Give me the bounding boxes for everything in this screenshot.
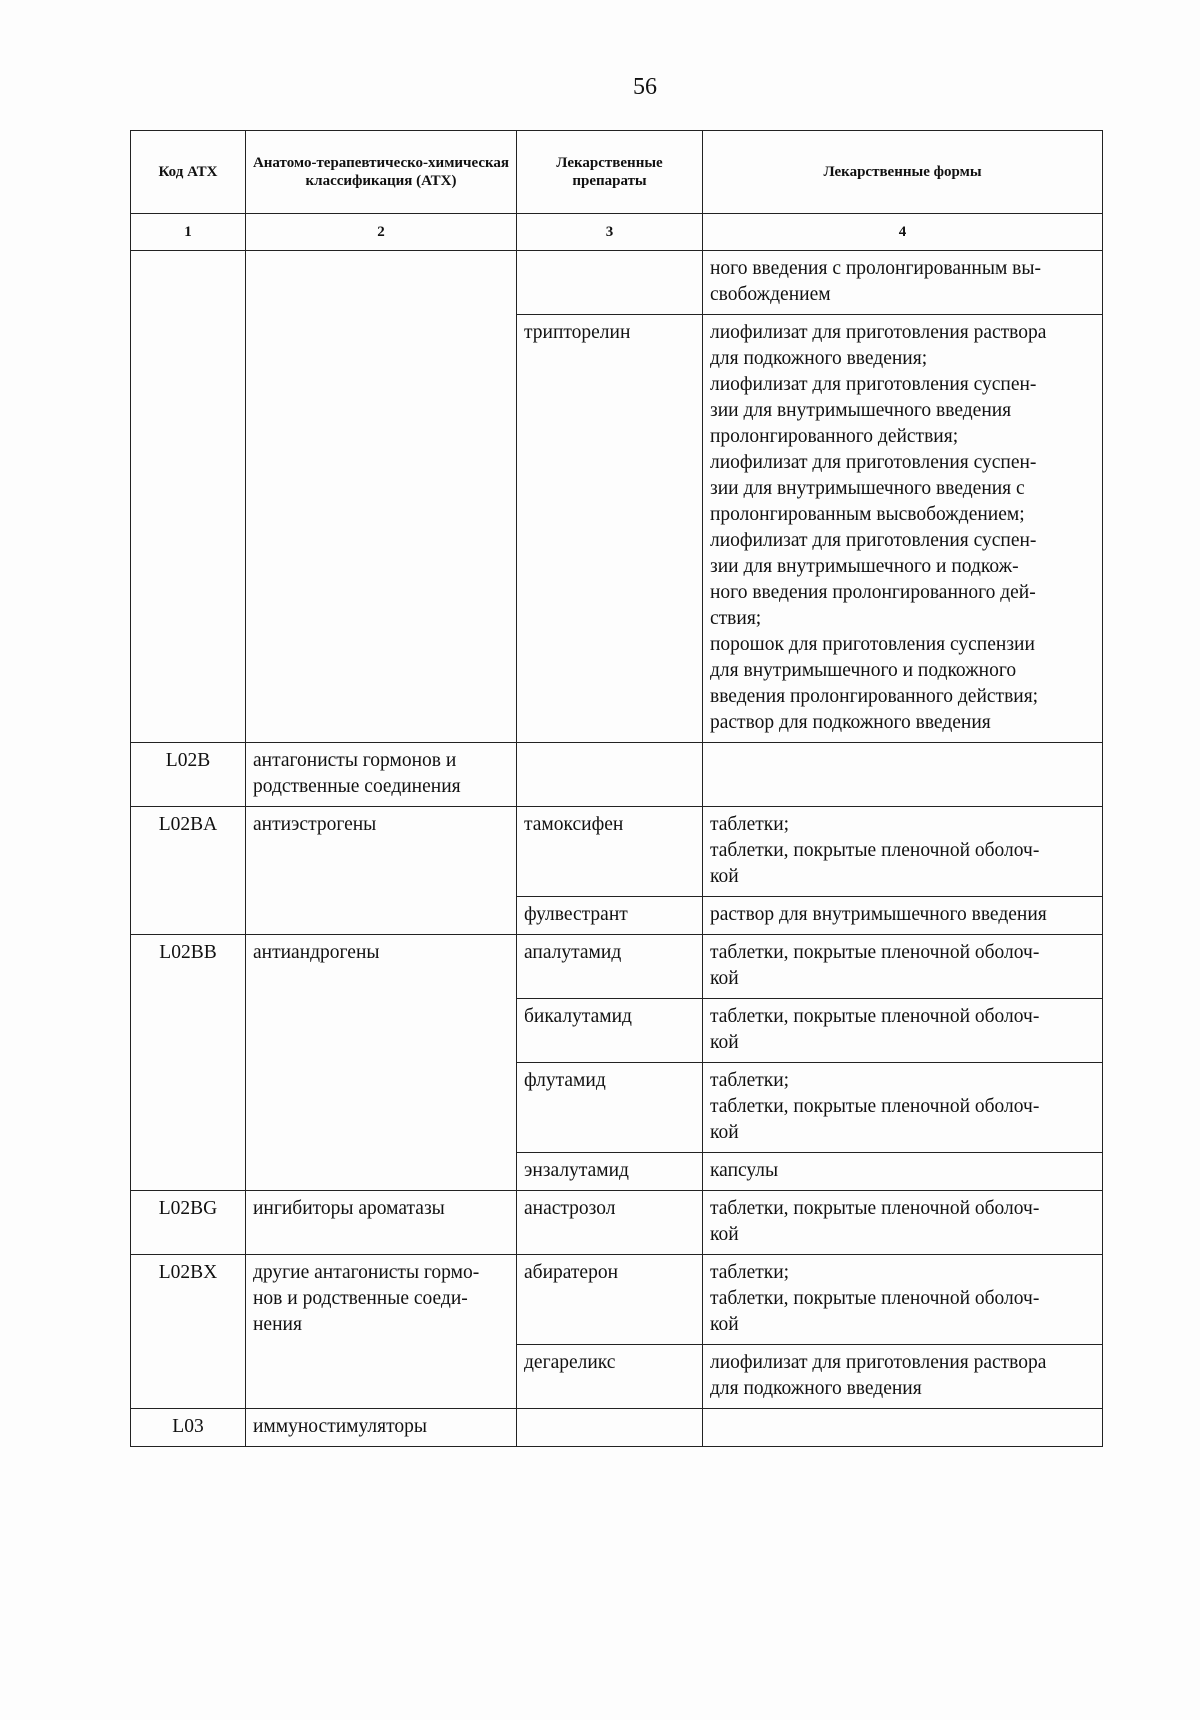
class-cell: ингибиторы ароматазы (246, 1191, 517, 1255)
drug-cell (517, 743, 703, 807)
class-line: антагонисты гормонов и (253, 750, 457, 771)
forms-line: таблетки; (710, 1262, 790, 1283)
forms-line: зии для внутримышечного введения с (710, 478, 1025, 499)
code-cell (131, 251, 246, 743)
class-line: другие антагонисты гормо- (253, 1262, 480, 1283)
class-line: нения (253, 1314, 302, 1335)
column-number: 1 (131, 214, 246, 251)
table-row (131, 251, 1103, 315)
page-number: 56 (633, 74, 657, 100)
forms-line: пролонгированного действия; (710, 426, 959, 447)
drug-cell: трипторелин (517, 315, 703, 743)
forms-line: кой (710, 1224, 739, 1245)
forms-line: лиофилизат для приготовления суспен- (710, 374, 1037, 395)
table-header-row (131, 131, 1103, 214)
forms-line: ного введения с пролонгированным вы- (710, 258, 1041, 279)
forms-cell (703, 1063, 1103, 1153)
forms-line: ного введения пролонгированного дей- (710, 582, 1036, 603)
forms-line: кой (710, 1314, 739, 1335)
class-cell: антиэстрогены (246, 807, 517, 935)
forms-cell (703, 251, 1103, 315)
forms-line: свобождением (710, 284, 831, 305)
forms-cell (703, 1153, 1103, 1191)
code-cell: L02BB (131, 935, 246, 1191)
forms-line: для подкожного введения (710, 1378, 922, 1399)
forms-line: лиофилизат для приготовления суспен- (710, 530, 1037, 551)
forms-line: таблетки, покрытые пленочной оболоч- (710, 1096, 1040, 1117)
forms-line: таблетки, покрытые пленочной оболоч- (710, 942, 1040, 963)
forms-line: кой (710, 866, 739, 887)
forms-line: зии для внутримышечного и подкож- (710, 556, 1019, 577)
forms-line: кой (710, 1122, 739, 1143)
forms-line: таблетки, покрытые пленочной оболоч- (710, 1288, 1040, 1309)
forms-cell (703, 807, 1103, 897)
forms-line: ствия; (710, 608, 762, 629)
forms-line: для подкожного введения; (710, 348, 928, 369)
forms-line: таблетки; (710, 1070, 790, 1091)
class-line: нов и родственные соеди- (253, 1288, 468, 1309)
code-cell: L02BX (131, 1255, 246, 1409)
forms-cell (703, 935, 1103, 999)
forms-line: лиофилизат для приготовления раствора (710, 322, 1047, 343)
atx-table (130, 130, 1103, 1447)
drug-cell: флутамид (517, 1063, 703, 1153)
forms-line: таблетки, покрытые пленочной оболоч- (710, 840, 1040, 861)
drug-cell: абиратерон (517, 1255, 703, 1345)
drug-cell (517, 1409, 703, 1447)
table-row (131, 743, 1103, 807)
forms-line: лиофилизат для приготовления суспен- (710, 452, 1037, 473)
code-cell: L03 (131, 1409, 246, 1447)
class-cell (246, 1255, 517, 1409)
forms-line: лиофилизат для приготовления раствора (710, 1352, 1047, 1373)
header-code: Код АТХ (131, 131, 246, 214)
column-number: 4 (703, 214, 1103, 251)
table-row (131, 807, 1103, 897)
forms-line: введения пролонгированного действия; (710, 686, 1039, 707)
forms-cell (703, 1345, 1103, 1409)
forms-cell (703, 315, 1103, 743)
forms-cell (703, 999, 1103, 1063)
forms-line: раствор для подкожного введения (710, 712, 991, 733)
class-cell: иммуностимуляторы (246, 1409, 517, 1447)
drug-cell: дегареликс (517, 1345, 703, 1409)
table-row (131, 1255, 1103, 1345)
column-number: 3 (517, 214, 703, 251)
drug-cell: апалутамид (517, 935, 703, 999)
forms-line: для внутримышечного и подкожного (710, 660, 1017, 681)
class-cell (246, 743, 517, 807)
drug-cell (517, 251, 703, 315)
forms-line: таблетки, покрытые пленочной оболоч- (710, 1198, 1040, 1219)
drug-cell: бикалутамид (517, 999, 703, 1063)
forms-cell (703, 743, 1103, 807)
header-classification: Анатомо-терапевтическо-химическая классификация (АТХ) (246, 131, 517, 214)
forms-line: зии для внутримышечного введения (710, 400, 1012, 421)
header-forms: Лекарственные формы (703, 131, 1103, 214)
drug-cell: анастрозол (517, 1191, 703, 1255)
code-cell: L02BA (131, 807, 246, 935)
forms-line: кой (710, 1032, 739, 1053)
header-drugs: Лекарственные препараты (517, 131, 703, 214)
forms-cell (703, 1191, 1103, 1255)
forms-line: кой (710, 968, 739, 989)
forms-line: капсулы (710, 1160, 779, 1181)
forms-line: таблетки; (710, 814, 790, 835)
drug-cell: энзалутамид (517, 1153, 703, 1191)
table-row (131, 935, 1103, 999)
column-number: 2 (246, 214, 517, 251)
forms-line: порошок для приготовления суспензии (710, 634, 1035, 655)
forms-cell (703, 1255, 1103, 1345)
column-number-row (131, 214, 1103, 251)
class-line: родственные соединения (253, 776, 461, 797)
forms-line: раствор для внутримышечного введения (710, 904, 1047, 925)
forms-cell (703, 897, 1103, 935)
class-cell: антиандрогены (246, 935, 517, 1191)
table-row (131, 1191, 1103, 1255)
forms-line: пролонгированным высвобождением; (710, 504, 1025, 525)
drug-cell: фулвестрант (517, 897, 703, 935)
drug-cell: тамоксифен (517, 807, 703, 897)
forms-cell (703, 1409, 1103, 1447)
class-cell (246, 251, 517, 743)
code-cell: L02B (131, 743, 246, 807)
code-cell: L02BG (131, 1191, 246, 1255)
table-row (131, 1409, 1103, 1447)
forms-line: таблетки, покрытые пленочной оболоч- (710, 1006, 1040, 1027)
